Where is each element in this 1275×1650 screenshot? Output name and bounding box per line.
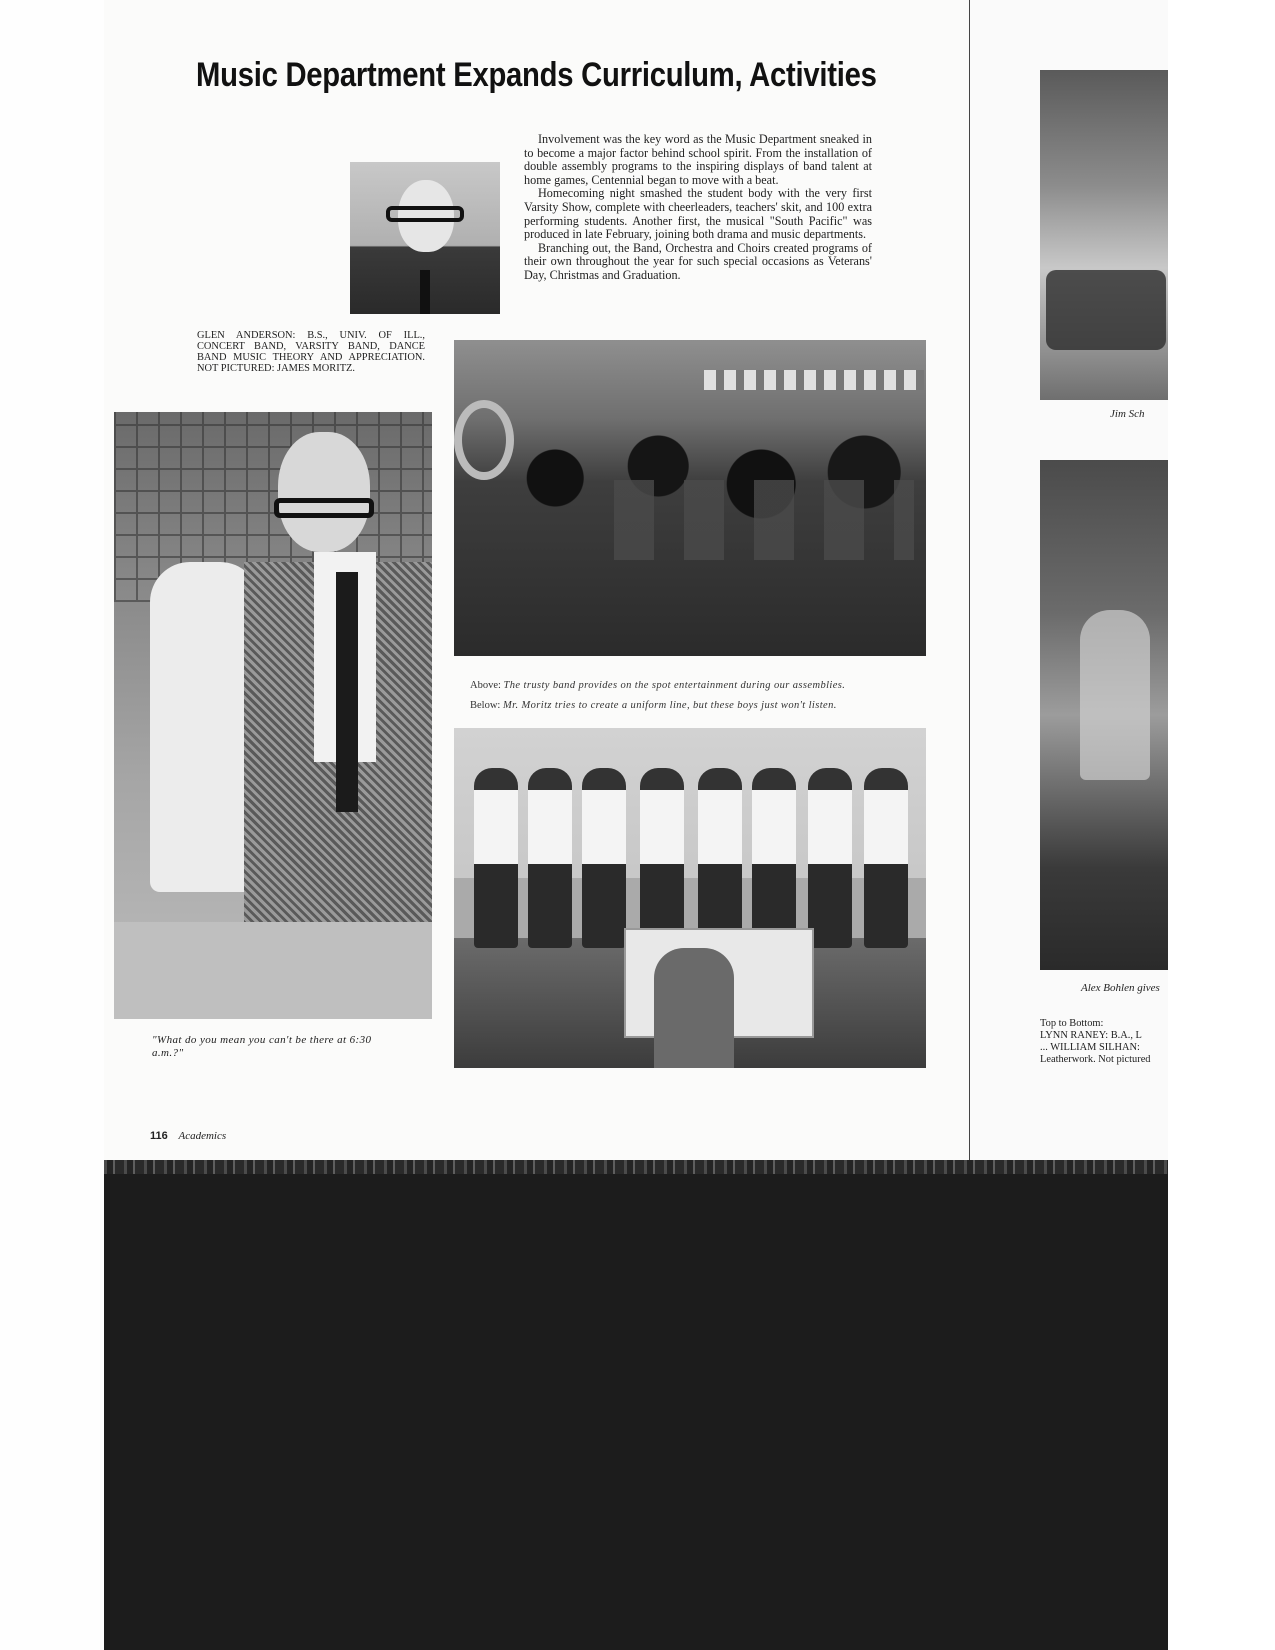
caption-below — [470, 696, 915, 716]
photo-boy — [864, 768, 908, 948]
photo-boy — [640, 768, 684, 948]
staff-line: Leatherwork. Not pictured — [1040, 1054, 1151, 1065]
right-page-caption-middle: Alex Bohlen gives — [1081, 982, 1160, 994]
photo-music-stands — [614, 480, 914, 560]
photo-tie — [336, 572, 358, 812]
staff-line: LYNN RANEY: B.A., L — [1040, 1030, 1142, 1041]
section-name: Academics — [178, 1130, 227, 1142]
photo-boy — [698, 768, 742, 948]
caption-above-text: The trusty band provides on the spot entertainment during our assemblies. — [503, 680, 846, 691]
caption-below-text: Mr. Moritz tries to create a uniform line, but these boys just won't listen. — [502, 700, 837, 711]
scan-black-area — [104, 1160, 1168, 1650]
caption-above — [470, 676, 915, 696]
intro-article — [524, 133, 872, 283]
staff-line: Top to Bottom: — [1040, 1018, 1104, 1029]
teacher-portrait-photo — [350, 162, 500, 314]
photo-head — [278, 432, 370, 552]
page-number: 116 — [150, 1130, 168, 1142]
photo-boy — [752, 768, 796, 948]
teacher-laughing-photo — [114, 412, 432, 1019]
photo-boy — [582, 768, 626, 948]
boys-line-photo — [454, 728, 926, 1068]
staff-line: ... WILLIAM SILHAN: — [1040, 1042, 1140, 1053]
photo-boy — [474, 768, 518, 948]
page-folio — [150, 1130, 226, 1142]
photo-boy — [528, 768, 572, 948]
portrait-glasses — [386, 206, 464, 222]
scan-left-margin — [0, 0, 105, 1650]
portrait-tie — [420, 270, 430, 314]
photo-boy — [808, 768, 852, 948]
caption-above-label: Above: — [470, 680, 501, 691]
right-page-caption-top: Jim Sch — [1110, 408, 1145, 420]
photo-desk — [114, 922, 432, 1019]
right-page-staff-list — [1040, 1018, 1168, 1066]
photo-pianist — [654, 948, 734, 1068]
intro-paragraph: Branching out, the Band, Orchestra and Choirs created programs of their own throughout the year for such special occasions as Veterans' Day, Christmas and Graduation. — [524, 240, 872, 282]
intro-paragraph: Involvement was the key word as the Music Department sneaked in to become a major factor behind school spirit. From the installation of double assembly programs to the inspiring displays of band talent at home games, Centennial began to move with a beat. — [524, 132, 872, 187]
photo-french-horn — [454, 400, 514, 480]
photo-glasses — [274, 498, 374, 518]
teacher-photo-caption: "What do you mean you can't be there at 6:30 a.m.?" — [152, 1034, 372, 1059]
teacher-caption: GLEN ANDERSON: B.S., UNIV. OF ILL., CONCERT BAND, VARSITY BAND, DANCE BAND MUSIC THEORY AND APPRECIATION. NOT PICTURED: JAMES MORITZ. — [197, 330, 425, 374]
right-page-photo-top — [1040, 70, 1168, 400]
page-headline: Music Department Expands Curriculum, Activities — [196, 56, 877, 94]
caption-below-label: Below: — [470, 700, 501, 711]
right-page-photo-bottom — [1040, 460, 1168, 970]
band-assembly-photo — [454, 340, 926, 656]
scan-right-margin — [1168, 0, 1275, 1650]
photo-captions — [470, 676, 915, 716]
photo-chairs — [704, 370, 924, 390]
intro-paragraph: Homecoming night smashed the student body with the very first Varsity Show, complete with cheerleaders, teachers' skit, and 100 extra performing students. Another first, the musical "South Pacific" was produced in late February, joining both drama and music departments. — [524, 186, 872, 242]
